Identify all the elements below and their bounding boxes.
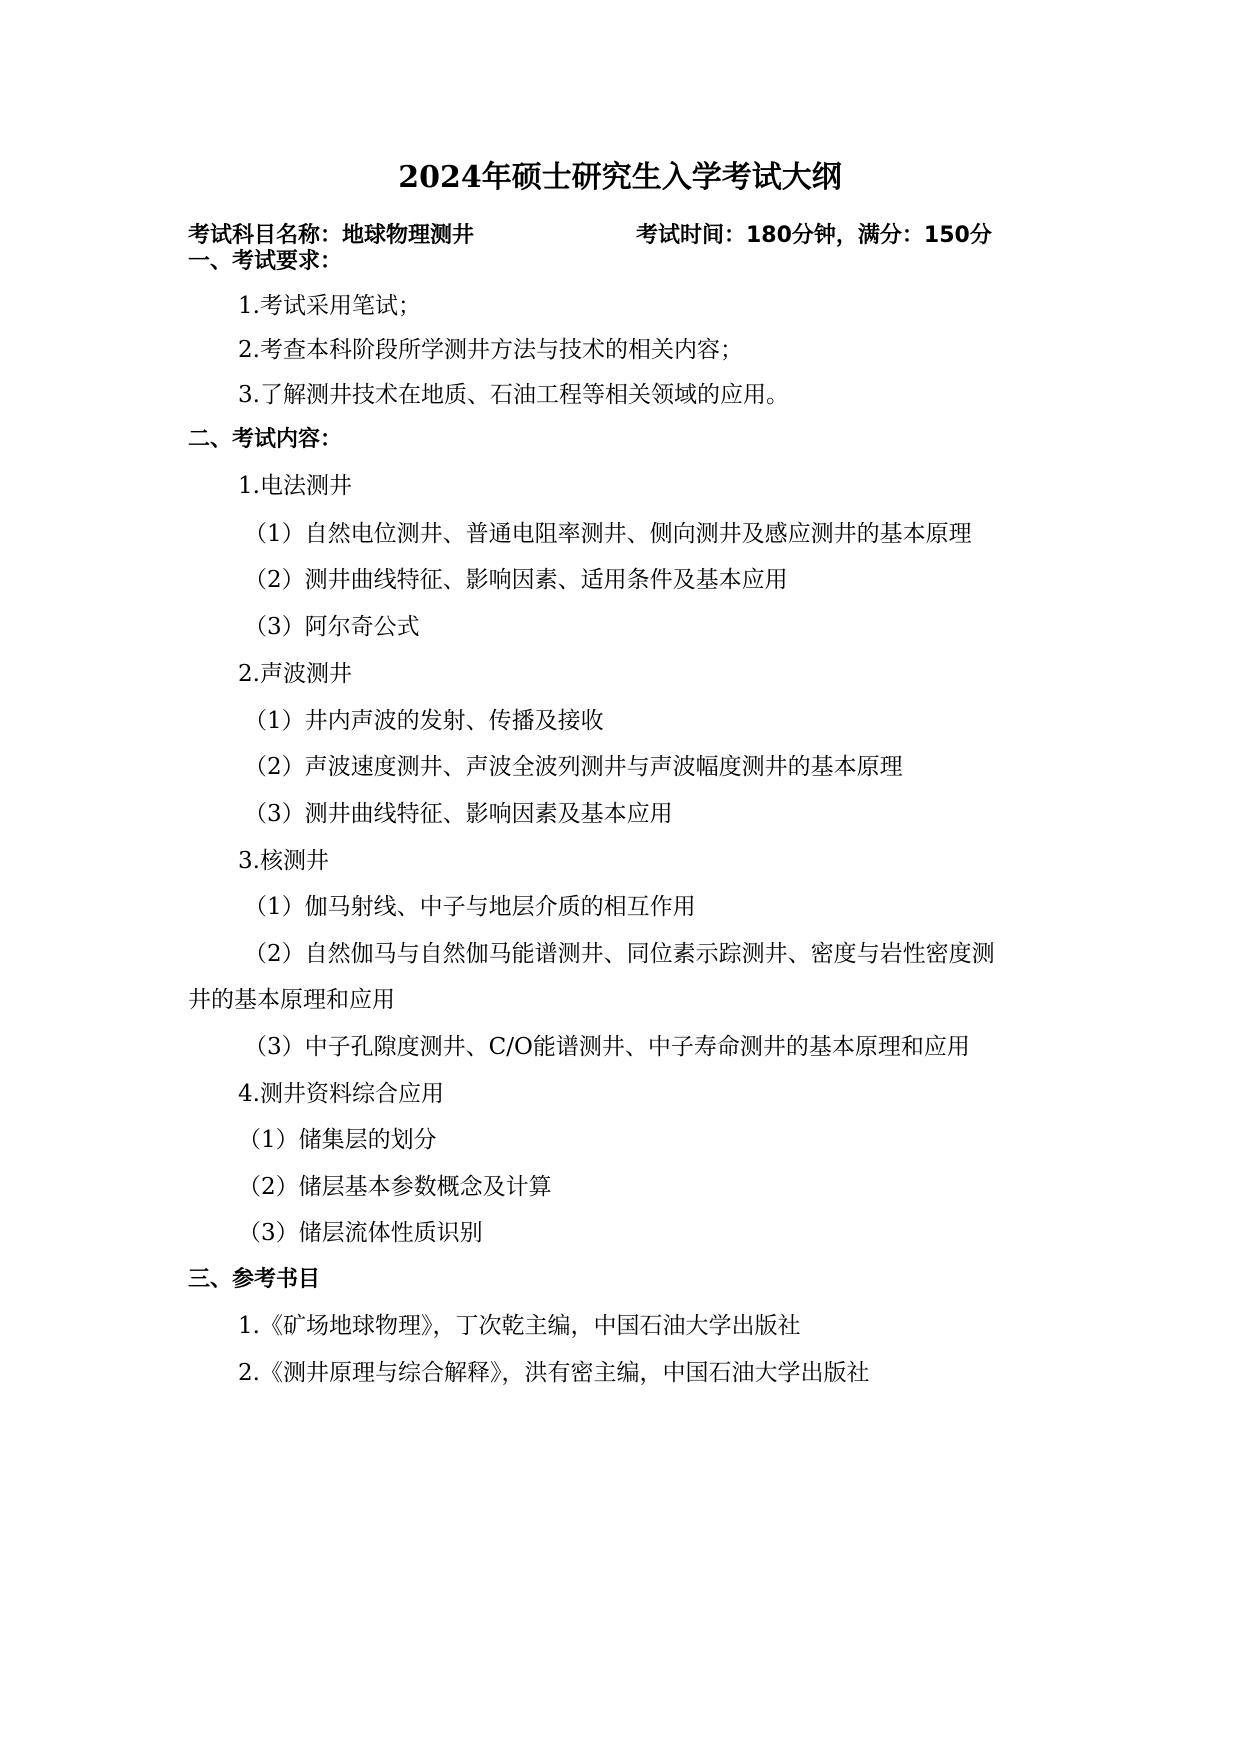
topic-item: （1）自然电位测井、普通电阻率测井、侧向测井及感应测井的基本原理 xyxy=(244,521,972,547)
section-heading-references: 三、参考书目 xyxy=(188,1267,321,1292)
exam-subject: 考试科目名称：地球物理测井 xyxy=(188,223,475,248)
page-title: 2024年硕士研究生入学考试大纲 xyxy=(398,160,842,195)
reference-item: 2.《测井原理与综合解释》，洪有密主编，中国石油大学出版社 xyxy=(238,1360,870,1386)
topic-item: （1）井内声波的发射、传播及接收 xyxy=(244,708,604,734)
topic-item-continuation: 井的基本原理和应用 xyxy=(188,987,395,1013)
topic-item: （2）声波速度测井、声波全波列测井与声波幅度测井的基本原理 xyxy=(244,754,903,780)
section-heading-requirements: 一、考试要求： xyxy=(188,249,343,274)
topic-item: （3）阿尔奇公式 xyxy=(244,614,420,640)
topic-item: （2）测井曲线特征、影响因素、适用条件及基本应用 xyxy=(244,567,788,593)
topic-item: （3）储层流体性质识别 xyxy=(238,1220,483,1246)
topic-item: （3）测井曲线特征、影响因素及基本应用 xyxy=(244,801,673,827)
requirement-item: 3.了解测井技术在地质、石油工程等相关领域的应用。 xyxy=(238,382,789,408)
reference-item: 1.《矿场地球物理》，丁次乾主编，中国石油大学出版社 xyxy=(238,1313,801,1339)
topic-item: （3）中子孔隙度测井、C/O能谱测井、中子寿命测井的基本原理和应用 xyxy=(244,1034,970,1060)
exam-time-score: 考试时间：180分钟，满分：150分 xyxy=(636,223,992,248)
requirement-item: 1.考试采用笔试； xyxy=(238,293,421,319)
topic-item: （2）储层基本参数概念及计算 xyxy=(238,1174,552,1200)
topic-title: 3.核测井 xyxy=(238,848,329,874)
topic-title: 2.声波测井 xyxy=(238,661,352,687)
requirement-item: 2.考查本科阶段所学测井方法与技术的相关内容； xyxy=(238,337,743,363)
topic-title: 4.测井资料综合应用 xyxy=(238,1081,444,1107)
topic-item: （2）自然伽马与自然伽马能谱测井、同位素示踪测井、密度与岩性密度测 xyxy=(244,941,995,967)
topic-item: （1）储集层的划分 xyxy=(238,1127,437,1153)
section-heading-content: 二、考试内容： xyxy=(188,427,343,452)
topic-item: （1）伽马射线、中子与地层介质的相互作用 xyxy=(244,894,696,920)
topic-title: 1.电法测井 xyxy=(238,473,352,499)
